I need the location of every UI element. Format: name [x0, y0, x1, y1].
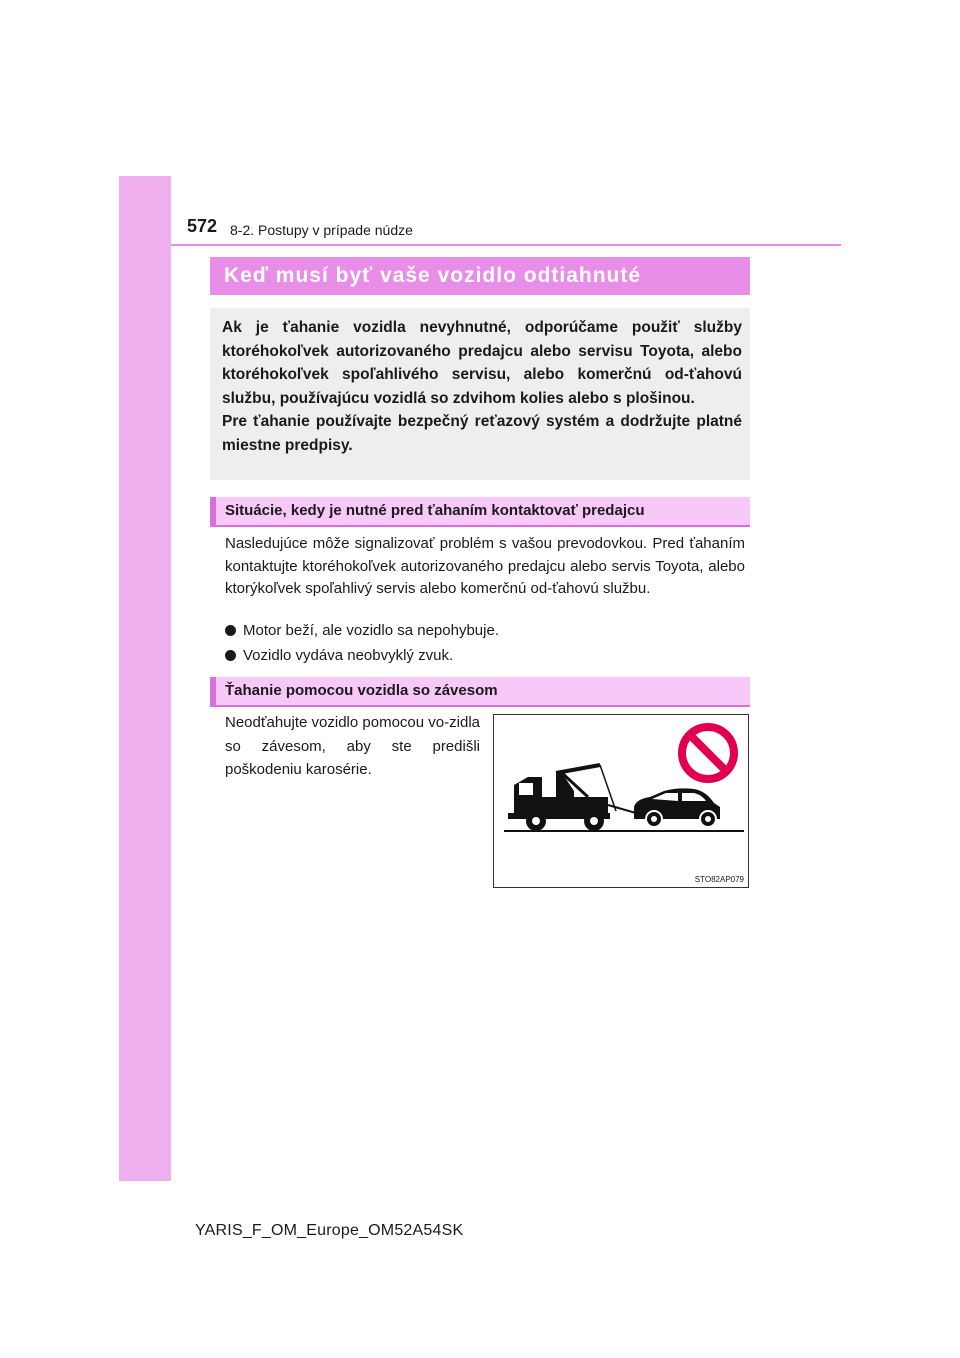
header-divider	[171, 244, 841, 246]
section-heading-dealer: Situácie, kedy je nutné pred ťahaním kontaktovať predajcu	[210, 497, 750, 527]
list-item-text: Vozidlo vydáva neobvyklý zvuk.	[243, 647, 454, 664]
figure-code: STO82AP079	[694, 875, 744, 884]
intro-box	[210, 308, 750, 480]
section-dealer-text: Nasledujúce môže signalizovať problém s vašou prevodovkou. Pred ťahaním kontaktujte ktoréhokoľvek autorizovaného predajcu alebo servis Toyota, alebo ktorýkoľvek spoľahlivý servis alebo komerčnú od-ťahovú službu.	[225, 535, 745, 597]
section-sling-text: Neodťahujte vozidlo pomocou vo-zidla so závesom, aby ste predišli poškodeniu karosérie.	[225, 714, 480, 778]
sidebar-tab	[119, 176, 171, 1181]
towing-illustration	[493, 714, 749, 888]
prohibition-icon	[682, 727, 734, 779]
list-item-text: Motor beží, ale vozidlo sa nepohybuje.	[243, 622, 499, 639]
tow-truck-icon	[508, 765, 636, 831]
section-heading-sling-towing: Ťahanie pomocou vozidla so závesom	[210, 677, 750, 707]
chapter-title: 8-2. Postupy v prípade núdze	[230, 222, 413, 238]
intro-paragraph-1: Ak je ťahanie vozidla nevyhnutné, odporúčame použiť služby ktoréhokoľvek autorizovaného predajcu alebo servisu Toyota, alebo ktoréhokoľvek spoľahlivého servisu, alebo komerčnú od-ťahovú službu, používajúcu vozidlá so zdvihom kolies alebo s plošinou.	[222, 319, 742, 407]
bullet-icon	[225, 650, 236, 661]
intro-paragraph-2: Pre ťahanie používajte bezpečný reťazový systém a dodržujte platné miestne predpisy.	[222, 413, 742, 454]
bullet-icon	[225, 625, 236, 636]
towing-illustration-svg	[494, 715, 748, 887]
page-number: 572	[187, 216, 218, 236]
list-item	[225, 645, 453, 667]
list-item	[225, 620, 499, 642]
car-icon	[634, 788, 720, 827]
page-title: Keď musí byť vaše vozidlo odtiahnuté	[210, 257, 750, 295]
footer-document-code: YARIS_F_OM_Europe_OM52A54SK	[195, 1222, 464, 1239]
